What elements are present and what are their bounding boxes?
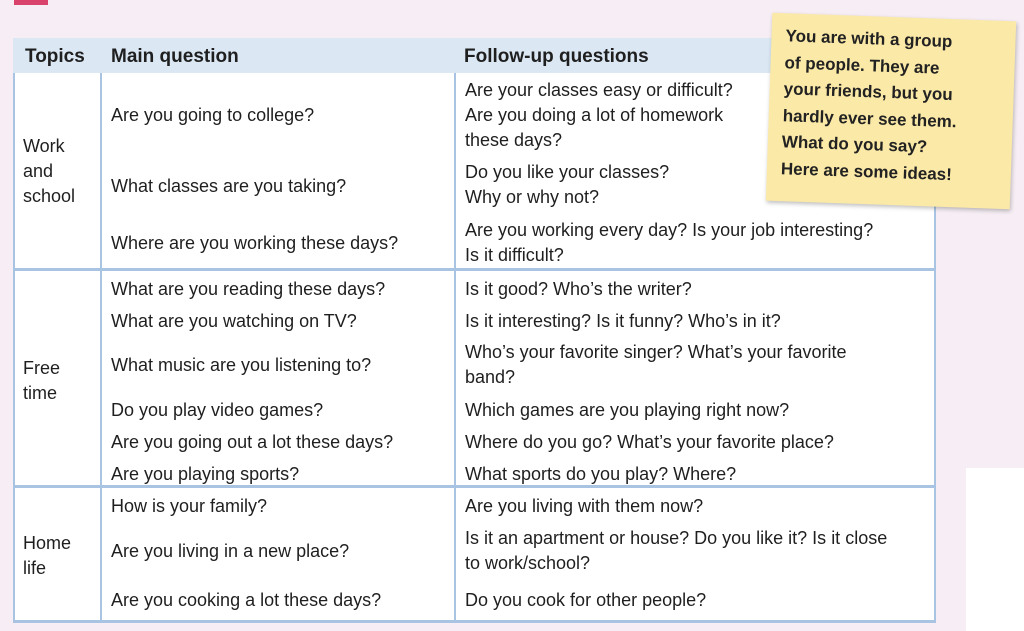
corner-mark — [14, 0, 48, 5]
table-border-left — [13, 73, 15, 623]
main-question: Are you going to college? — [111, 105, 315, 125]
main-question: What music are you listening to? — [111, 355, 372, 375]
follow-up-question: Which games are you playing right now? — [465, 400, 790, 420]
follow-up-question: Who’s your favorite singer? What’s your favorite band? — [465, 342, 847, 387]
main-question: What are you reading these days? — [111, 279, 386, 299]
follow-up-question: Where do you go? What’s your favorite place? — [465, 432, 834, 452]
main-question: Are you playing sports? — [111, 464, 300, 484]
main-question: Are you cooking a lot these days? — [111, 590, 382, 610]
table-border-bottom — [13, 620, 936, 623]
main-question: What classes are you taking? — [111, 176, 347, 196]
follow-up-question: Do you like your classes? Why or why not? — [465, 162, 670, 207]
header-follow-up: Follow-up questions — [464, 46, 649, 67]
topic-work-and-school: Work and school — [23, 136, 76, 206]
section-divider-1 — [13, 268, 936, 271]
follow-up-question: What sports do you play? Where? — [465, 464, 737, 484]
follow-up-question: Is it an apartment or house? Do you like it? Is it close to work/school? — [465, 528, 888, 573]
follow-up-question: Are you living with them now? — [465, 496, 704, 516]
main-question: How is your family? — [111, 496, 268, 516]
sticky-note-text: You are with a group of people. They are your friends, but you hardly ever see them. What do you say? Here are some ideas! — [780, 26, 957, 184]
topic-free-time: Free time — [23, 358, 61, 403]
main-question: Are you going out a lot these days? — [111, 432, 394, 452]
main-question: Do you play video games? — [111, 400, 324, 420]
column-divider-main — [454, 73, 456, 623]
main-question: Are you living in a new place? — [111, 541, 350, 561]
page-edge — [966, 468, 1024, 631]
sticky-note — [766, 13, 1016, 209]
follow-up-question: Is it interesting? Is it funny? Who’s in it? — [465, 311, 781, 331]
header-main-question: Main question — [111, 46, 239, 67]
header-topics: Topics — [25, 46, 85, 67]
follow-up-question: Are your classes easy or difficult? Are you doing a lot of homework these days? — [465, 80, 733, 150]
column-divider-topics — [100, 73, 102, 623]
follow-up-question: Is it good? Who’s the writer? — [465, 279, 692, 299]
main-question: What are you watching on TV? — [111, 311, 357, 331]
main-question: Where are you working these days? — [111, 233, 399, 253]
follow-up-question: Are you working every day? Is your job interesting? Is it difficult? — [465, 220, 874, 265]
topic-home-life: Home life — [23, 533, 72, 578]
follow-up-question: Do you cook for other people? — [465, 590, 707, 610]
